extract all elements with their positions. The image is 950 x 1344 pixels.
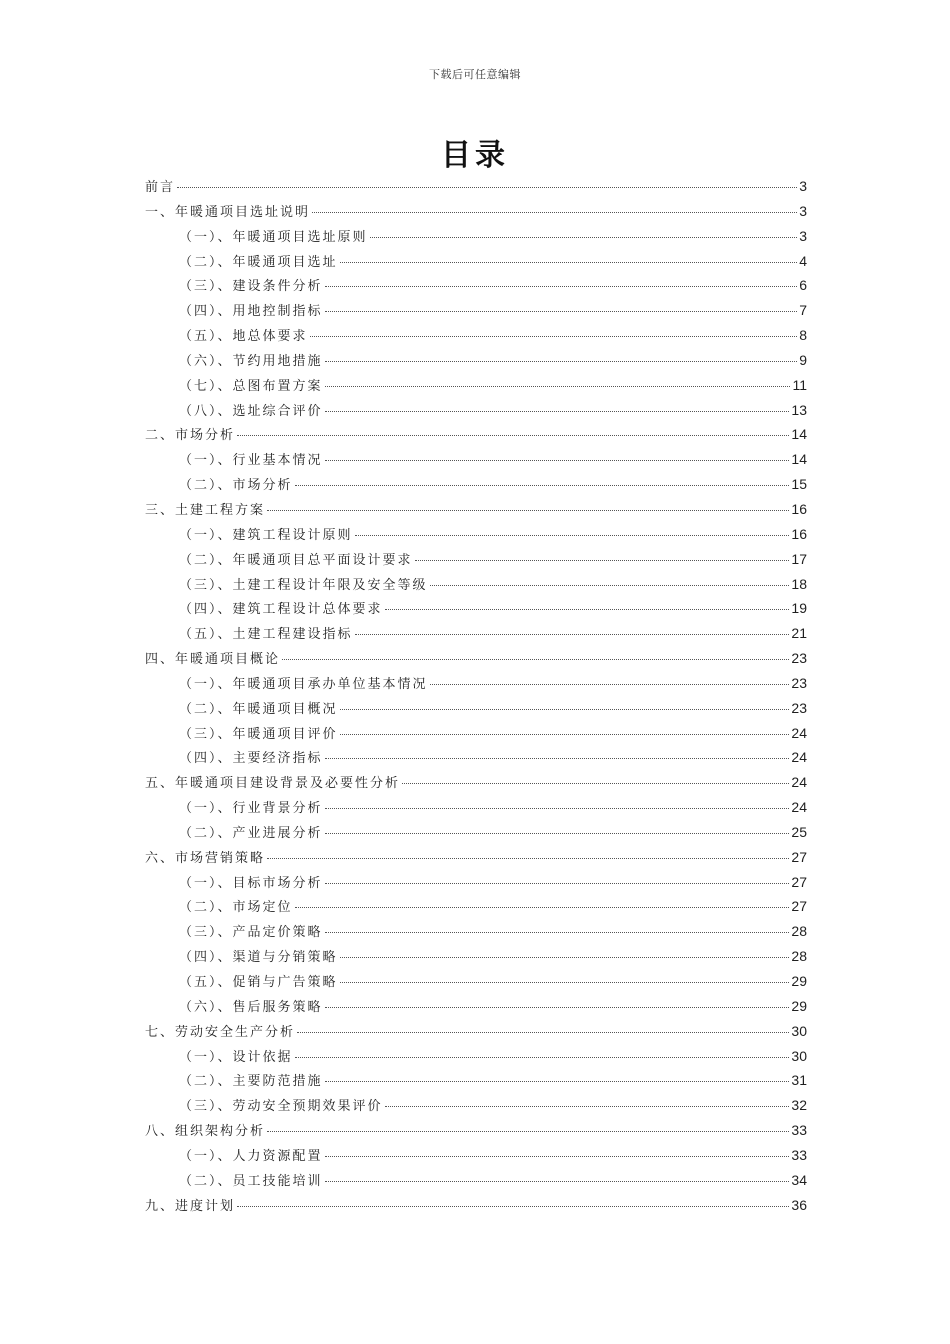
toc-entry[interactable] (145, 474, 807, 499)
toc-entry-label: （五）、地总体要求 (179, 329, 308, 345)
toc-entry-label: 九、进度计划 (145, 1198, 236, 1214)
toc-entry-page-number: 32 (791, 1097, 807, 1114)
toc-entry[interactable] (145, 747, 807, 772)
toc-entry-page-number: 28 (791, 948, 807, 965)
toc-entry-page-number: 24 (791, 799, 807, 816)
toc-entry-label: （三）、产品定价策略 (179, 925, 323, 941)
toc-entry-page-number: 19 (791, 600, 807, 617)
toc-dot-leader (325, 411, 790, 412)
toc-entry-label: （六）、节约用地措施 (179, 353, 323, 369)
toc-entry[interactable] (145, 723, 807, 748)
toc-entry-page-number: 21 (791, 625, 807, 642)
toc-dot-leader (402, 783, 789, 784)
toc-entry-label: 一、年暖通项目选址说明 (145, 204, 311, 220)
toc-entry-label: （三）、建设条件分析 (179, 279, 323, 295)
toc-entry[interactable] (145, 300, 807, 325)
toc-entry-page-number: 24 (791, 749, 807, 766)
toc-entry-page-number: 29 (791, 997, 807, 1014)
toc-dot-leader (282, 659, 789, 660)
toc-dot-leader (325, 808, 790, 809)
toc-dot-leader (325, 1156, 790, 1157)
toc-dot-leader (340, 709, 790, 710)
toc-dot-leader (295, 1057, 790, 1058)
toc-dot-leader (370, 237, 798, 238)
toc-entry[interactable] (145, 574, 807, 599)
toc-entry-page-number: 28 (791, 923, 807, 940)
toc-entry-page-number: 18 (791, 575, 807, 592)
toc-dot-leader (340, 957, 790, 958)
toc-entry-page-number: 15 (791, 476, 807, 493)
toc-entry-page-number: 24 (791, 774, 807, 791)
toc-dot-leader (340, 262, 798, 263)
toc-entry[interactable] (145, 449, 807, 474)
toc-entry-page-number: 16 (791, 525, 807, 542)
toc-entry-page-number: 36 (791, 1196, 807, 1213)
toc-dot-leader (325, 758, 790, 759)
toc-entry-page-number: 25 (791, 823, 807, 840)
toc-entry[interactable] (145, 325, 807, 350)
toc-dot-leader (267, 1131, 789, 1132)
toc-entry[interactable] (145, 1170, 807, 1195)
toc-entry-page-number: 23 (791, 650, 807, 667)
toc-dot-leader (325, 460, 790, 461)
toc-entry-label: （八）、选址综合评价 (179, 403, 323, 419)
toc-entry[interactable] (145, 872, 807, 897)
header-note: 下载后可任意编辑 (429, 68, 521, 81)
toc-entry[interactable] (145, 772, 807, 797)
toc-dot-leader (325, 1181, 790, 1182)
toc-entry-page-number: 29 (791, 973, 807, 989)
toc-entry[interactable] (145, 375, 807, 400)
toc-entry[interactable] (145, 1195, 807, 1220)
toc-entry-page-number: 23 (791, 699, 807, 716)
toc-entry-page-number: 27 (791, 898, 807, 915)
toc-entry-page-number: 23 (791, 674, 807, 691)
toc-entry-label: （一）、设计依据 (179, 1049, 293, 1065)
toc-entry-label: 四、年暖通项目概论 (145, 652, 281, 668)
toc-dot-leader (340, 982, 790, 983)
toc-dot-leader (325, 361, 798, 362)
toc-entry-label: （三）、年暖通项目评价 (179, 726, 338, 742)
toc-entry-label: 八、组织架构分析 (145, 1124, 266, 1140)
toc-entry[interactable] (145, 673, 807, 698)
toc-dot-leader (295, 907, 790, 908)
toc-entry-page-number: 16 (791, 500, 807, 517)
toc-entry-page-number: 33 (791, 1122, 807, 1139)
toc-entry-page-number: 27 (791, 848, 807, 865)
toc-dot-leader (325, 386, 791, 387)
toc-dot-leader (325, 883, 790, 884)
toc-entry-label: （二）、市场定位 (179, 900, 293, 916)
toc-entry-label: （一）、年暖通项目承办单位基本情况 (179, 676, 428, 692)
toc-dot-leader (385, 609, 790, 610)
toc-entry-label: （一）、行业背景分析 (179, 801, 323, 817)
toc-entry[interactable] (145, 822, 807, 847)
toc-entry-page-number: 17 (791, 550, 807, 567)
toc-entry[interactable] (145, 623, 807, 648)
toc-entry-page-number: 34 (791, 1171, 807, 1188)
toc-entry[interactable] (145, 524, 807, 549)
toc-entry-label: （一）、人力资源配置 (179, 1148, 323, 1164)
toc-entry[interactable] (145, 847, 807, 872)
toc-dot-leader (237, 435, 789, 436)
toc-dot-leader (325, 286, 798, 287)
toc-entry-label: （四）、用地控制指标 (179, 304, 323, 320)
toc-dot-leader (297, 1032, 789, 1033)
toc-entry-page-number: 13 (791, 401, 807, 418)
table-of-contents (145, 176, 807, 1219)
toc-entry[interactable] (145, 251, 807, 276)
toc-entry[interactable] (145, 698, 807, 723)
toc-entry[interactable] (145, 275, 807, 300)
toc-dot-leader (267, 510, 789, 511)
toc-entry-label: （二）、市场分析 (179, 478, 293, 494)
toc-entry[interactable] (145, 201, 807, 226)
toc-entry[interactable] (145, 946, 807, 971)
toc-entry-label: （二）、产业进展分析 (179, 825, 323, 841)
toc-entry[interactable] (145, 896, 807, 921)
toc-entry-label: （一）、年暖通项目选址原则 (179, 229, 368, 245)
toc-entry-label: （一）、建筑工程设计原则 (179, 527, 353, 543)
toc-entry[interactable] (145, 226, 807, 251)
toc-entry-page-number: 6 (799, 277, 807, 294)
toc-dot-leader (415, 560, 790, 561)
toc-dot-leader (430, 684, 790, 685)
toc-dot-leader (237, 1206, 789, 1207)
toc-entry[interactable] (145, 797, 807, 822)
toc-entry[interactable] (145, 598, 807, 623)
toc-entry-page-number: 3 (799, 227, 807, 244)
toc-entry[interactable] (145, 1145, 807, 1170)
toc-dot-leader (355, 535, 790, 536)
toc-dot-leader (355, 634, 790, 635)
toc-entry-label: 二、市场分析 (145, 428, 236, 444)
toc-entry-page-number: 3 (799, 178, 807, 194)
toc-dot-leader (177, 187, 797, 188)
toc-entry-page-number: 14 (791, 426, 807, 443)
toc-entry-label: （二）、主要防范措施 (179, 1074, 323, 1090)
toc-entry[interactable] (145, 996, 807, 1021)
toc-dot-leader (325, 833, 790, 834)
page-title: 目录 (441, 138, 509, 173)
toc-entry-page-number: 7 (799, 302, 807, 319)
toc-entry-label: 六、市场营销策略 (145, 850, 266, 866)
toc-entry-label: 前言 (145, 180, 176, 195)
toc-entry-page-number: 11 (792, 376, 807, 393)
toc-entry-page-number: 24 (791, 724, 807, 741)
toc-entry-label: （三）、土建工程设计年限及安全等级 (179, 577, 428, 593)
toc-dot-leader (312, 212, 797, 213)
toc-entry-label: （二）、年暖通项目总平面设计要求 (179, 552, 413, 568)
toc-entry-page-number: 4 (799, 252, 807, 269)
toc-dot-leader (340, 734, 790, 735)
toc-entry-page-number: 3 (799, 202, 807, 219)
toc-entry[interactable] (145, 549, 807, 574)
toc-entry-label: （四）、渠道与分销策略 (179, 950, 338, 966)
toc-entry-label: （七）、总图布置方案 (179, 378, 323, 394)
toc-entry-page-number: 30 (791, 1022, 807, 1039)
toc-entry-label: （二）、年暖通项目选址 (179, 254, 338, 270)
toc-dot-leader (325, 311, 798, 312)
toc-entry-label: （五）、土建工程建设指标 (179, 627, 353, 643)
toc-entry-page-number: 33 (791, 1146, 807, 1163)
toc-entry-label: 五、年暖通项目建设背景及必要性分析 (145, 776, 401, 792)
toc-entry-label: （二）、年暖通项目概况 (179, 701, 338, 717)
toc-entry[interactable] (145, 921, 807, 946)
toc-dot-leader (310, 336, 798, 337)
toc-entry-label: 三、土建工程方案 (145, 502, 266, 518)
toc-entry[interactable] (145, 648, 807, 673)
toc-entry-page-number: 9 (799, 351, 807, 368)
toc-entry[interactable] (145, 1021, 807, 1046)
toc-entry[interactable] (145, 971, 807, 996)
toc-entry[interactable] (145, 1070, 807, 1095)
toc-entry-label: （一）、目标市场分析 (179, 875, 323, 891)
toc-entry[interactable] (145, 176, 807, 201)
toc-entry[interactable] (145, 1120, 807, 1145)
toc-entry-label: （三）、劳动安全预期效果评价 (179, 1099, 383, 1115)
toc-entry[interactable] (145, 424, 807, 449)
toc-dot-leader (267, 858, 789, 859)
toc-entry-label: 七、劳动安全生产分析 (145, 1024, 296, 1040)
toc-entry-label: （五）、促销与广告策略 (179, 975, 338, 990)
toc-dot-leader (430, 585, 790, 586)
toc-dot-leader (325, 1081, 790, 1082)
toc-entry-page-number: 8 (799, 327, 807, 344)
toc-entry-page-number: 30 (791, 1047, 807, 1064)
toc-entry-page-number: 31 (791, 1072, 807, 1089)
toc-entry[interactable] (145, 1095, 807, 1120)
toc-entry-label: （六）、售后服务策略 (179, 999, 323, 1015)
toc-entry[interactable] (145, 499, 807, 524)
toc-dot-leader (295, 485, 790, 486)
toc-dot-leader (325, 932, 790, 933)
toc-entry[interactable] (145, 400, 807, 425)
toc-entry[interactable] (145, 1046, 807, 1071)
toc-dot-leader (325, 1007, 790, 1008)
toc-entry-label: （二）、员工技能培训 (179, 1173, 323, 1189)
toc-entry-label: （一）、行业基本情况 (179, 453, 323, 469)
toc-entry-page-number: 14 (791, 451, 807, 468)
toc-entry-label: （四）、建筑工程设计总体要求 (179, 602, 383, 618)
toc-entry-label: （四）、主要经济指标 (179, 751, 323, 767)
toc-entry-page-number: 27 (791, 873, 807, 890)
toc-dot-leader (385, 1106, 790, 1107)
toc-entry[interactable] (145, 350, 807, 375)
